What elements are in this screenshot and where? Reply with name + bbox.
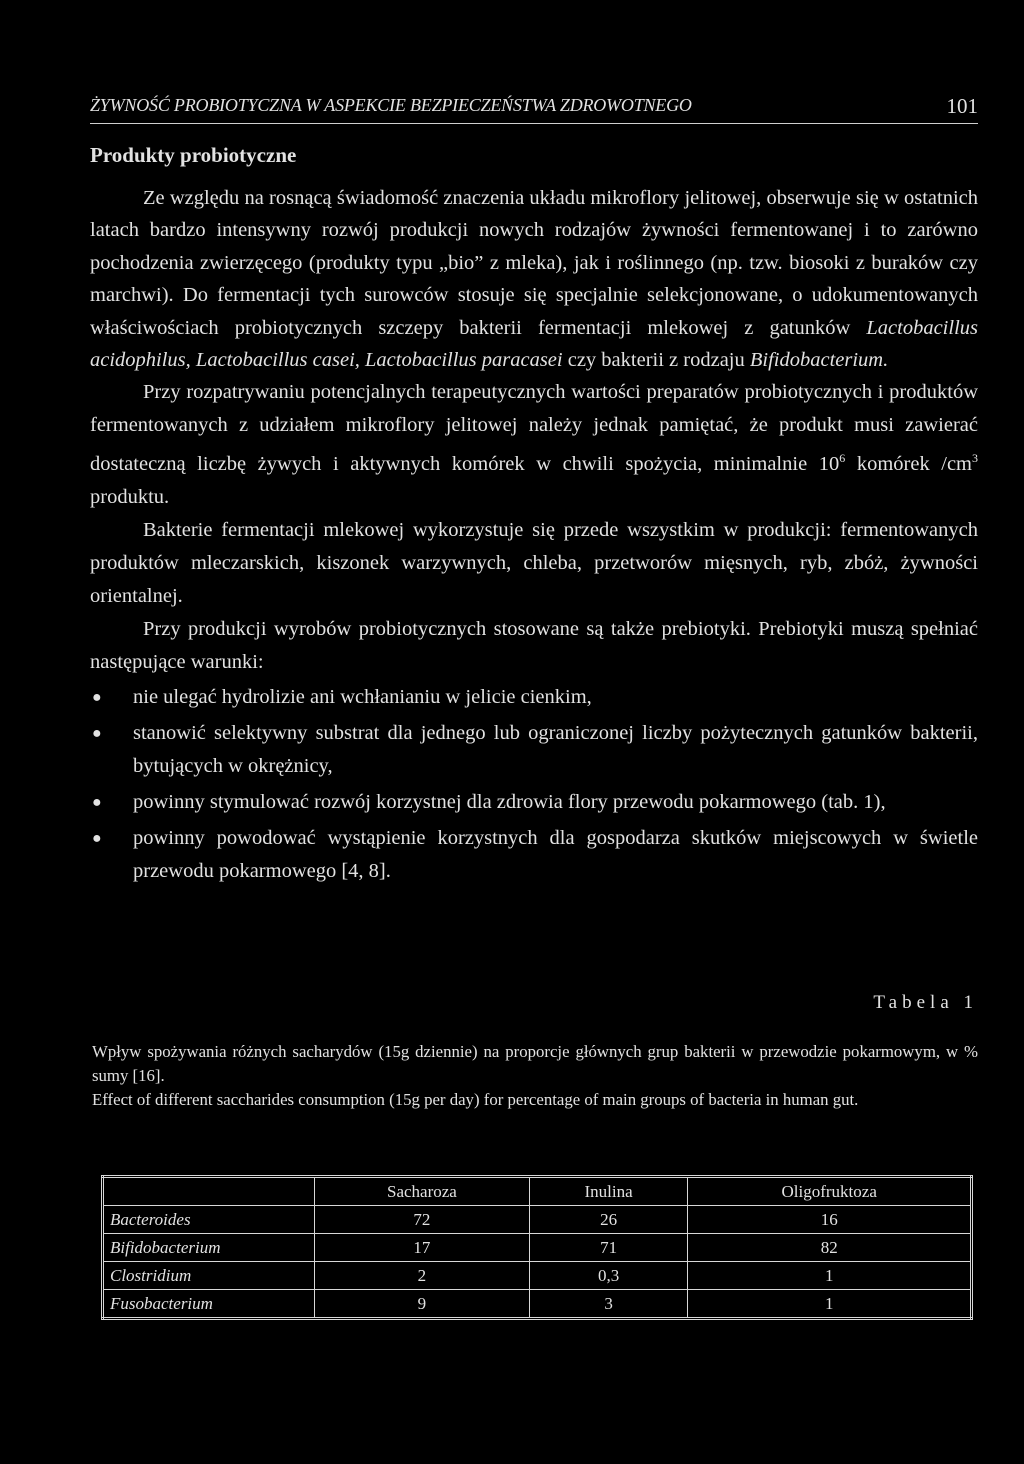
bullet-icon: ● — [92, 794, 102, 812]
list-item — [90, 822, 978, 888]
table-row — [103, 1290, 972, 1319]
table-header-cell: Oligofruktoza — [688, 1177, 972, 1206]
bacteria-table — [101, 1175, 973, 1320]
table-cell: 1 — [688, 1262, 972, 1290]
paragraph-2-text-b: komórek /cm — [845, 453, 972, 476]
body-text — [90, 182, 978, 891]
table-cell: 82 — [688, 1234, 972, 1262]
list-item-text: powinny stymulować rozwój korzystnej dla zdrowia flory przewodu pokarmowego (tab. 1), — [133, 791, 886, 814]
paragraph-1 — [90, 182, 978, 376]
table-header-row — [103, 1177, 972, 1206]
table-row-label: Bifidobacterium — [103, 1234, 315, 1262]
table-cell: 71 — [529, 1234, 688, 1262]
bullet-icon: ● — [92, 830, 102, 848]
exponent-6: 6 — [839, 451, 846, 466]
page-number: 101 — [946, 94, 978, 118]
paragraph-2 — [90, 376, 978, 514]
bullet-icon: ● — [92, 689, 102, 707]
table-row — [103, 1234, 972, 1262]
list-item-text: stanowić selektywny substrat dla jednego lub ograniczonej liczby pożytecznych gatunków bakterii, bytujących w okrężnicy, — [133, 722, 978, 778]
table-row-label: Fusobacterium — [103, 1290, 315, 1319]
list-item — [90, 717, 978, 783]
list-item — [90, 681, 978, 714]
list-item — [90, 786, 978, 819]
section-title: Produkty probiotyczne — [90, 143, 297, 167]
table-cell: 9 — [315, 1290, 530, 1319]
table-row-label: Clostridium — [103, 1262, 315, 1290]
table-cell: 2 — [315, 1262, 530, 1290]
table-row — [103, 1262, 972, 1290]
running-header — [90, 95, 978, 124]
running-title: ŻYWNOŚĆ PROBIOTYCZNA W ASPEKCIE BEZPIECZEŃSTWA ZDROWOTNEGO — [90, 95, 692, 115]
table-cell: 16 — [688, 1206, 972, 1234]
table-cell: 3 — [529, 1290, 688, 1319]
table-row — [103, 1206, 972, 1234]
species-names: Lactobacillus acidophilus, Lactobacillus casei, Lactobacillus paracasei — [90, 316, 978, 372]
prebiotic-conditions-list — [90, 681, 978, 888]
paragraph-1-text: Ze względu na rosnącą świadomość znaczenia układu mikroflory jelitowej, obserwuje się w ostatnich latach bardzo intensywny rozwój produkcji nowych rodzajów żywności fermentowanej i to zarówno pochodzenia zwierzęcego (produkty typu „bio” z mleka), jak i roślinnego (np. tzw. biosoki z buraków czy marchwi). Do fermentacji tych surowców stosuje się specjalnie selekcjonowane, o udokumentowanych właściwościach probiotycznych szczepy bakterii fermentacji mlekowej z gatunków — [90, 187, 978, 339]
paragraph-2-text: Przy rozpatrywaniu potencjalnych terapeutycznych wartości preparatów probiotycznych i produktów fermentowanych z udziałem mikroflory jelitowej należy jednak pamiętać, że produkt musi zawierać dostateczną liczbę żywych i aktywnych komórek w chwili spożycia, minimalnie 10 — [90, 381, 978, 476]
paragraph-4: Przy produkcji wyrobów probiotycznych stosowane są także prebiotyki. Prebiotyki muszą spełniać następujące warunki: — [90, 618, 978, 674]
list-item-text: powinny powodować wystąpienie korzystnych dla gospodarza skutków miejscowych w świetle przewodu pokarmowego [4, 8]. — [133, 827, 978, 883]
bullet-icon: ● — [92, 725, 102, 743]
genus-name: Bifidobacterium. — [749, 349, 889, 372]
paragraph-1-text-b: czy bakterii z rodzaju — [562, 349, 750, 372]
caption-english: Effect of different saccharides consumption (15g per day) for percentage of main groups of bacteria in human gut. — [92, 1090, 859, 1109]
table-header-cell: Sacharoza — [315, 1177, 530, 1206]
paragraph-3: Bakterie fermentacji mlekowej wykorzystuje się przede wszystkim w produkcji: fermentowanych produktów mleczarskich, kiszonek warzywnych, chleba, przetworów mięsnych, ryb, zbóż, żywności orientalnej. — [90, 519, 978, 608]
table-cell: 1 — [688, 1290, 972, 1319]
table-row-label: Bacteroides — [103, 1206, 315, 1234]
table-cell: 72 — [315, 1206, 530, 1234]
table-label: Tabela 1 — [873, 992, 978, 1013]
table-header-cell — [103, 1177, 315, 1206]
list-item-text: nie ulegać hydrolizie ani wchłanianiu w jelicie cienkim, — [133, 686, 592, 709]
table-cell: 26 — [529, 1206, 688, 1234]
caption-polish: Wpływ spożywania różnych sacharydów (15g dziennie) na proporcje głównych grup bakterii w przewodzie pokarmowym, w % sumy [16]. — [92, 1042, 978, 1085]
exponent-3: 3 — [972, 451, 978, 466]
table-header-cell: Inulina — [529, 1177, 688, 1206]
table-cell: 17 — [315, 1234, 530, 1262]
table-caption — [92, 1040, 978, 1112]
table-cell: 0,3 — [529, 1262, 688, 1290]
paragraph-2-text-c: produktu. — [90, 486, 170, 509]
